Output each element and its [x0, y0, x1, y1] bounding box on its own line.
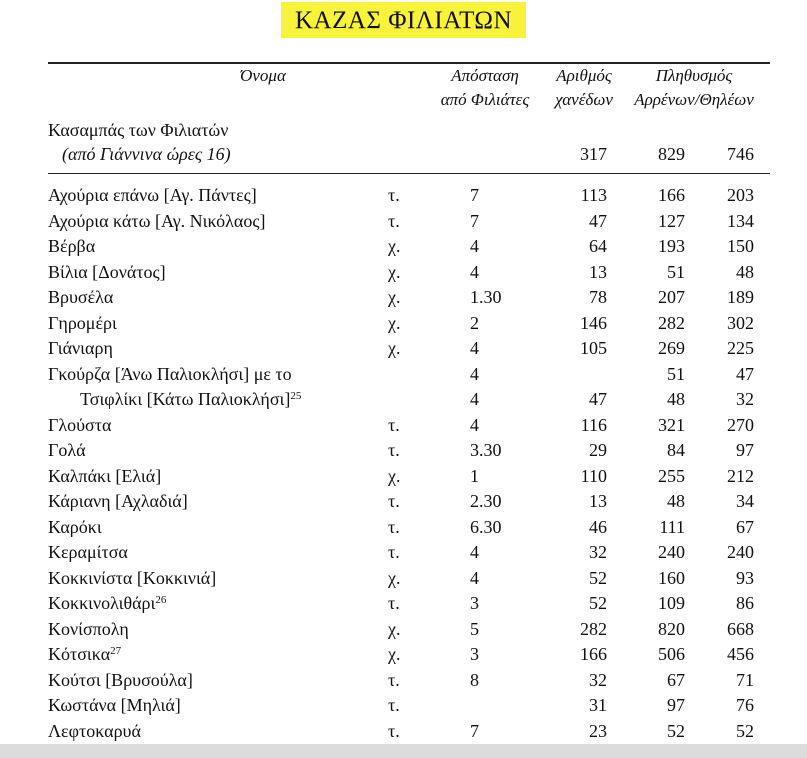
village-name: [48, 693, 181, 719]
village-male: 321: [658, 414, 685, 435]
village-name-text: Καρόκι: [48, 516, 102, 537]
village-houses: 110: [580, 465, 607, 486]
village-distance: 4: [470, 542, 479, 562]
village-distance: 7: [470, 720, 479, 741]
header-population-line1: Πληθυσμός: [655, 66, 733, 85]
header-distance-line2: από Φιλιάτες: [440, 90, 530, 109]
table-row: [0, 234, 807, 260]
village-type: τ.: [388, 414, 400, 435]
village-distance: 6.30: [470, 516, 502, 537]
header-population: [618, 64, 770, 112]
village-male: 193: [658, 236, 685, 256]
village-name-text: Γλούστα: [48, 414, 112, 435]
table-row: [0, 617, 807, 643]
village-male: 166: [658, 185, 685, 205]
village-name-text: Κεραμίτσα: [48, 542, 128, 562]
village-type: τ.: [388, 440, 400, 460]
village-houses: 166: [580, 644, 607, 664]
village-name-text: Βέρβα: [48, 236, 96, 256]
header-distance-line1: Απόσταση: [451, 66, 519, 85]
village-male: 48: [667, 491, 685, 511]
table-row: [0, 438, 807, 464]
village-distance: 4: [470, 389, 479, 409]
village-distance: 1.30: [470, 287, 502, 307]
village-name: [48, 438, 86, 464]
village-name-text: Κοκκινολιθάρι: [48, 593, 156, 613]
kaza-male: 829: [658, 144, 685, 164]
village-name: [48, 668, 193, 694]
village-name: [48, 260, 166, 286]
village-name-text: Αχούρια επάνω [Αγ. Πάντες]: [48, 185, 257, 205]
village-name: [80, 387, 301, 413]
footnote-ref: 25: [290, 390, 302, 402]
village-type: χ.: [388, 644, 401, 664]
village-female: 212: [727, 465, 754, 486]
village-distance: 4: [470, 363, 479, 384]
table-row: [0, 311, 807, 337]
village-houses: 282: [580, 618, 607, 639]
village-female: 240: [727, 542, 754, 562]
village-houses: 32: [589, 542, 607, 562]
table-row: [0, 260, 807, 286]
village-male: 48: [667, 389, 685, 409]
village-name: [48, 336, 113, 362]
village-name: [48, 362, 292, 388]
kaza-name: Κασαμπάς των Φιλιατών: [48, 120, 229, 140]
village-female: 150: [727, 236, 754, 256]
village-name: [48, 591, 166, 617]
village-name-text: Κοκκινίστα [Κοκκινιά]: [48, 567, 217, 588]
village-distance: 7: [470, 185, 479, 205]
village-male: 255: [658, 465, 685, 486]
table-sub-rule: [48, 173, 770, 174]
village-male: 160: [658, 567, 685, 588]
village-type: τ.: [388, 491, 400, 511]
village-name: [48, 311, 117, 337]
village-type: τ.: [388, 516, 400, 537]
village-male: 97: [667, 695, 685, 715]
table-row: [0, 668, 807, 694]
village-name-text: Λεφτοκαρυά: [48, 720, 141, 741]
village-name: [48, 234, 95, 260]
footnote-ref: 26: [155, 594, 167, 606]
village-female: 225: [727, 338, 754, 358]
village-name-text: Βρυσέλα: [48, 287, 114, 307]
village-type: τ.: [388, 593, 400, 613]
village-name: [48, 489, 188, 515]
village-type: χ.: [388, 465, 401, 486]
village-male: 84: [667, 440, 685, 460]
village-houses: 113: [580, 185, 607, 205]
table-row: [0, 285, 807, 311]
village-male: 51: [667, 261, 685, 282]
header-houses-line1: Αριθμός: [556, 66, 612, 85]
village-male: 111: [659, 516, 685, 537]
village-female: 302: [727, 312, 754, 333]
village-houses: 78: [589, 287, 607, 307]
table-row: [0, 336, 807, 362]
table-row: [0, 566, 807, 592]
table-row: [0, 719, 807, 745]
table-row: [0, 362, 807, 388]
village-male: 109: [658, 593, 685, 613]
village-name-text: Τσιφλίκι [Κάτω Παλιοκλήσι]: [80, 389, 291, 409]
village-name-text: Κάριανη [Αχλαδιά]: [48, 491, 188, 511]
village-distance: 4: [470, 567, 479, 588]
village-type: χ.: [388, 261, 401, 282]
village-name-text: Καλπάκι [Ελιά]: [48, 465, 162, 486]
scroll-edge: [0, 744, 807, 758]
village-female: 93: [736, 567, 754, 588]
village-name: [48, 515, 102, 541]
village-type: χ.: [388, 567, 401, 588]
footnote-ref: 27: [110, 645, 122, 657]
village-houses: 105: [580, 338, 607, 358]
village-type: τ.: [388, 720, 400, 741]
kaza-houses: 317: [580, 144, 607, 164]
village-female: 34: [736, 491, 754, 511]
village-female: 86: [736, 593, 754, 613]
village-type: χ.: [388, 287, 401, 307]
table-row: [0, 489, 807, 515]
village-distance: 2.30: [470, 491, 502, 511]
table-row: [0, 387, 807, 413]
village-female: 48: [736, 261, 754, 282]
village-name: [48, 413, 111, 439]
village-name-text: Κούτσι [Βρυσούλα]: [48, 669, 193, 690]
village-type: τ.: [388, 669, 400, 690]
village-houses: 146: [580, 312, 607, 333]
village-name: [48, 209, 265, 235]
village-female: 203: [727, 185, 754, 205]
village-type: χ.: [388, 236, 401, 256]
village-name: [48, 464, 161, 490]
table-row: [0, 540, 807, 566]
village-houses: 52: [589, 567, 607, 588]
village-distance: 4: [470, 414, 479, 435]
village-name-text: Κότσικα: [48, 644, 111, 664]
village-distance: 4: [470, 338, 479, 358]
village-name: [48, 566, 216, 592]
village-name-text: Κωστάνα [Μηλιά]: [48, 695, 181, 715]
village-distance: 7: [470, 210, 479, 231]
village-type: τ.: [388, 210, 400, 231]
village-male: 269: [658, 338, 685, 358]
village-houses: 13: [589, 491, 607, 511]
village-type: τ.: [388, 695, 400, 715]
table-row: [0, 464, 807, 490]
village-male: 67: [667, 669, 685, 690]
village-female: 52: [736, 720, 754, 741]
village-male: 282: [658, 312, 685, 333]
village-female: 134: [727, 210, 754, 231]
village-female: 67: [736, 516, 754, 537]
village-table: [0, 183, 807, 744]
table-row: [0, 591, 807, 617]
village-name: [48, 617, 129, 643]
village-houses: 64: [589, 236, 607, 256]
village-female: 76: [736, 695, 754, 715]
village-name-text: Γιάνιαρη: [48, 338, 113, 358]
kaza-distance-note: (από Γιάννινα ώρες 16): [62, 144, 231, 164]
village-name: [48, 285, 113, 311]
village-male: 52: [667, 720, 685, 741]
village-name: [48, 183, 257, 209]
village-name: [48, 540, 128, 566]
page-title: ΚΑΖΑΣ ΦΙΛΙΑΤΩΝ: [281, 2, 526, 38]
village-type: χ.: [388, 338, 401, 358]
village-female: 97: [736, 440, 754, 460]
village-name-text: Γκούρζα [Άνω Παλιοκλήσι] με το: [48, 363, 292, 384]
village-distance: 3.30: [470, 440, 502, 460]
village-distance: 4: [470, 261, 479, 282]
village-name-text: Αχούρια κάτω [Αγ. Νικόλαος]: [48, 210, 266, 231]
village-male: 127: [658, 210, 685, 231]
village-name-text: Κονίσπολη: [48, 618, 129, 639]
village-houses: 31: [589, 695, 607, 715]
table-row: [0, 183, 807, 209]
village-male: 51: [667, 363, 685, 384]
village-type: τ.: [388, 542, 400, 562]
village-male: 820: [658, 618, 685, 639]
kaza-female: 746: [727, 144, 754, 164]
village-houses: 32: [589, 669, 607, 690]
village-female: 270: [727, 414, 754, 435]
header-name: Όνομα: [240, 66, 286, 85]
village-female: 47: [736, 363, 754, 384]
village-male: 207: [658, 287, 685, 307]
village-name-text: Γηρομέρι: [48, 312, 117, 333]
village-female: 71: [736, 669, 754, 690]
table-row: [0, 693, 807, 719]
village-houses: 116: [580, 414, 607, 435]
village-distance: 8: [470, 669, 479, 690]
village-name: [48, 642, 121, 668]
village-female: 32: [736, 389, 754, 409]
village-female: 668: [727, 618, 754, 639]
village-distance: 3: [470, 644, 479, 664]
village-houses: 23: [589, 720, 607, 741]
village-houses: 47: [589, 210, 607, 231]
title-wrap: [0, 2, 807, 38]
village-name-text: Γολά: [48, 440, 86, 460]
header-houses-line2: χανέδων: [555, 90, 613, 109]
village-male: 240: [658, 542, 685, 562]
village-female: 189: [727, 287, 754, 307]
village-distance: 4: [470, 236, 479, 256]
village-type: τ.: [388, 185, 400, 205]
village-name: [48, 719, 141, 745]
header-population-line2: Αρρένων/Θηλέων: [634, 90, 754, 109]
village-houses: 52: [589, 593, 607, 613]
village-houses: 47: [589, 389, 607, 409]
village-houses: 13: [589, 261, 607, 282]
table-row: [0, 515, 807, 541]
table-row: [0, 413, 807, 439]
table-row: [0, 209, 807, 235]
village-houses: 29: [589, 440, 607, 460]
village-type: χ.: [388, 618, 401, 639]
header-houses: [544, 64, 624, 112]
village-name-text: Βίλια [Δονάτος]: [48, 261, 166, 282]
village-distance: 3: [470, 593, 479, 613]
village-type: χ.: [388, 312, 401, 333]
table-row: [0, 642, 807, 668]
village-distance: 5: [470, 618, 479, 639]
village-houses: 46: [589, 516, 607, 537]
village-distance: 1: [470, 465, 479, 486]
village-distance: 2: [470, 312, 479, 333]
header-distance: [430, 64, 540, 112]
village-female: 456: [727, 644, 754, 664]
village-male: 506: [658, 644, 685, 664]
